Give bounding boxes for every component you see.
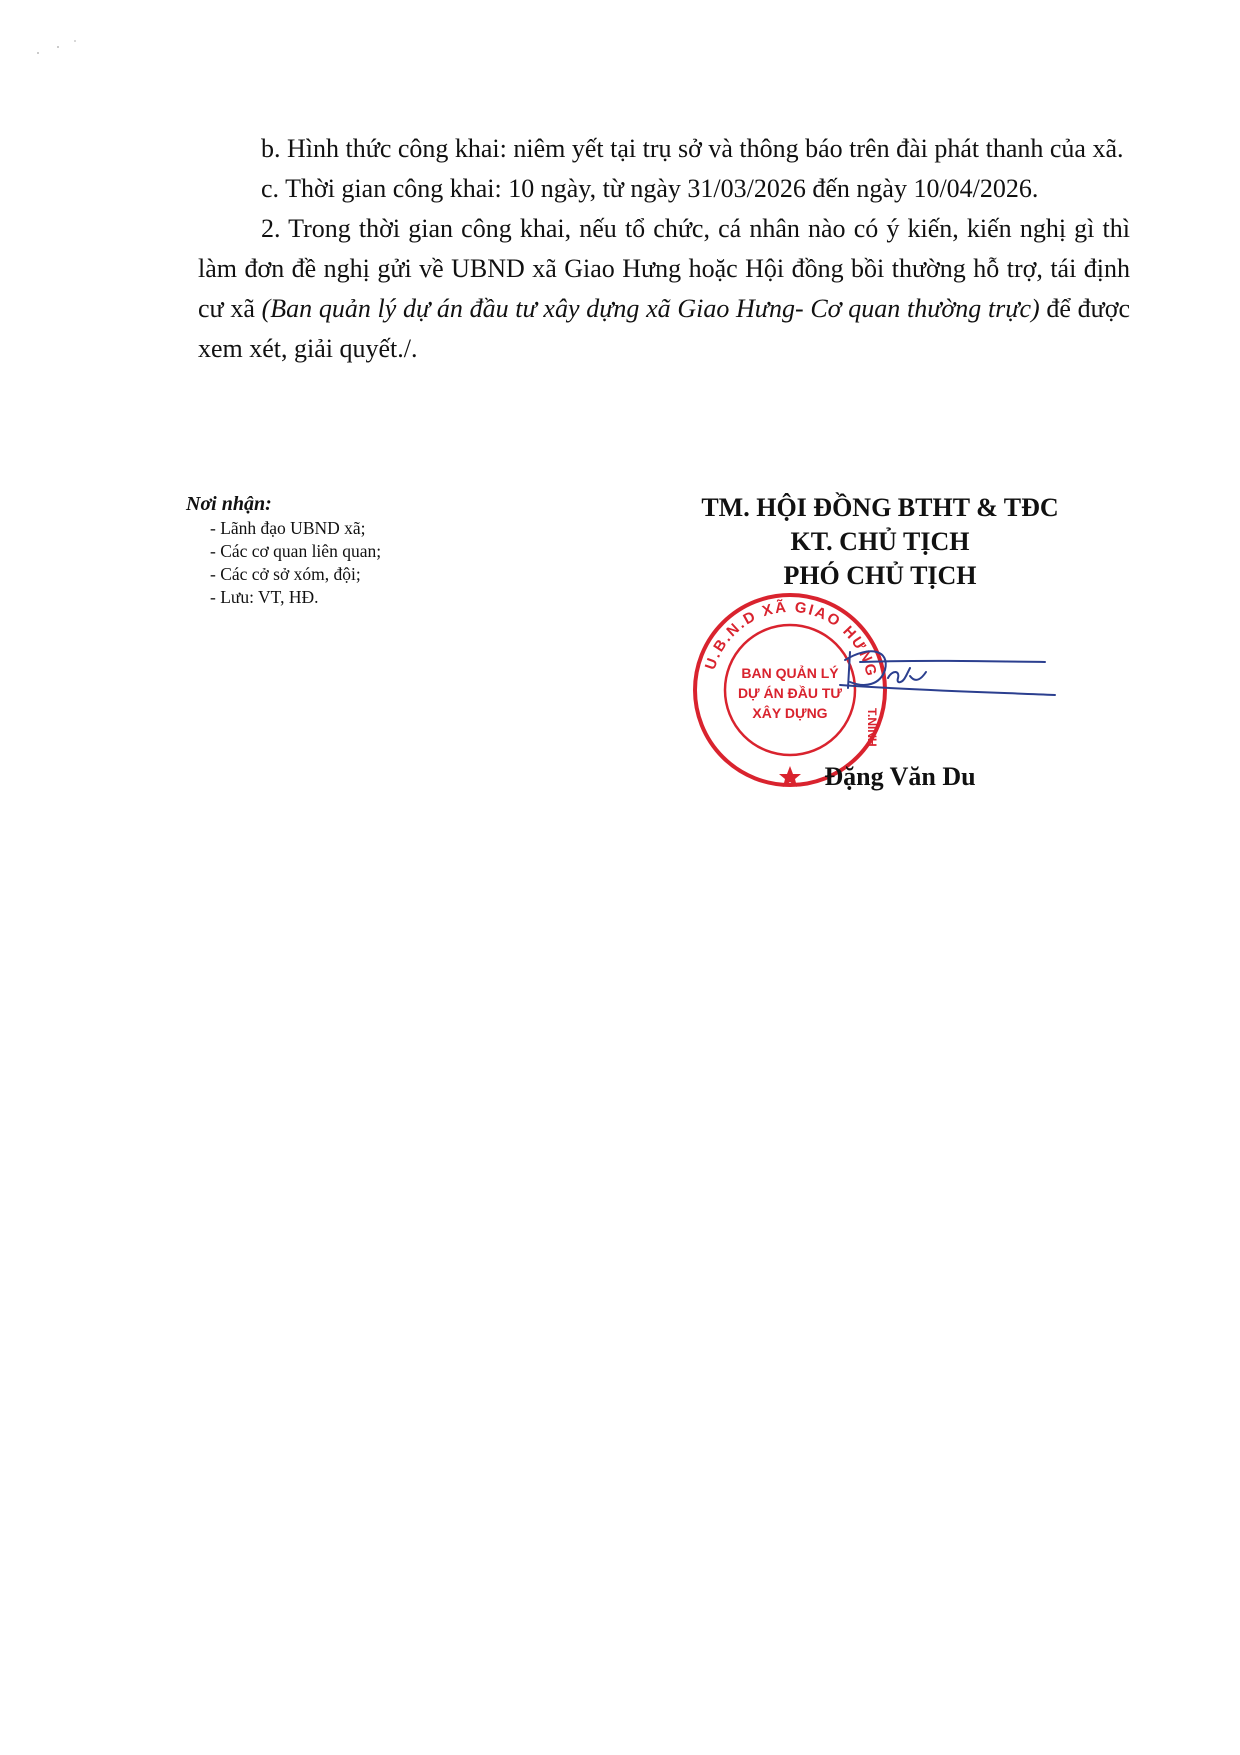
paragraph-2-text: 2. Trong thời gian công khai, nếu tổ chức, cá nhân nào có ý kiến, kiến nghị gì thì làm đơn đề nghị gửi về UBND xã Giao Hưng hoặc Hội đồng bồi thường hỗ trợ, tái định cư xã — [198, 214, 1130, 323]
signatory-authority: KT. CHỦ TỊCH — [790, 527, 970, 556]
recipient-item: - Các cơ quan liên quan; — [210, 541, 382, 561]
signatory-org: TM. HỘI ĐỒNG BTHT & TĐC — [701, 493, 1059, 522]
paragraph-2-italic: (Ban quản lý dự án đầu tư xây dựng xã Giao Hưng- Cơ quan thường trực) — [261, 294, 1040, 323]
seal-center-line-1: BAN QUẢN LÝ — [741, 665, 839, 681]
recipient-item: - Các cở sở xóm, đội; — [210, 564, 361, 584]
signature-block — [640, 491, 1120, 593]
scan-speck-marks — [30, 35, 90, 65]
seal-center-line-3: XÂY DỰNG — [752, 705, 828, 721]
recipients-heading: Nơi nhận: — [186, 493, 272, 515]
recipients-section — [186, 491, 506, 609]
paragraph-2-end: để được xem xét, giải quyết./. — [198, 294, 1131, 363]
recipient-item: - Lãnh đạo UBND xã; — [210, 518, 366, 538]
handwritten-signature — [830, 640, 1060, 720]
signer-name: Đặng Văn Du — [824, 762, 976, 791]
signatory-title: PHÓ CHỦ TỊCH — [783, 561, 977, 590]
seal-ring-text-right: T.NINH — [865, 708, 879, 747]
seal-center-line-2: DỰ ÁN ĐẦU TƯ — [737, 685, 843, 701]
paragraph-c: c. Thời gian công khai: 10 ngày, từ ngày 31/03/2026 đến ngày 10/04/2026. — [261, 174, 1039, 203]
paragraph-b: b. Hình thức công khai: niêm yết tại trụ sở và thông báo trên đài phát thanh của xã. — [261, 134, 1124, 163]
document-body — [198, 129, 1130, 369]
recipients-list — [186, 517, 506, 609]
recipient-item: - Lưu: VT, HĐ. — [210, 587, 319, 607]
seal-ring-text: U.B.N.D XÃ GIAO HƯNG — [701, 598, 881, 680]
paragraph-2 — [198, 209, 1130, 369]
